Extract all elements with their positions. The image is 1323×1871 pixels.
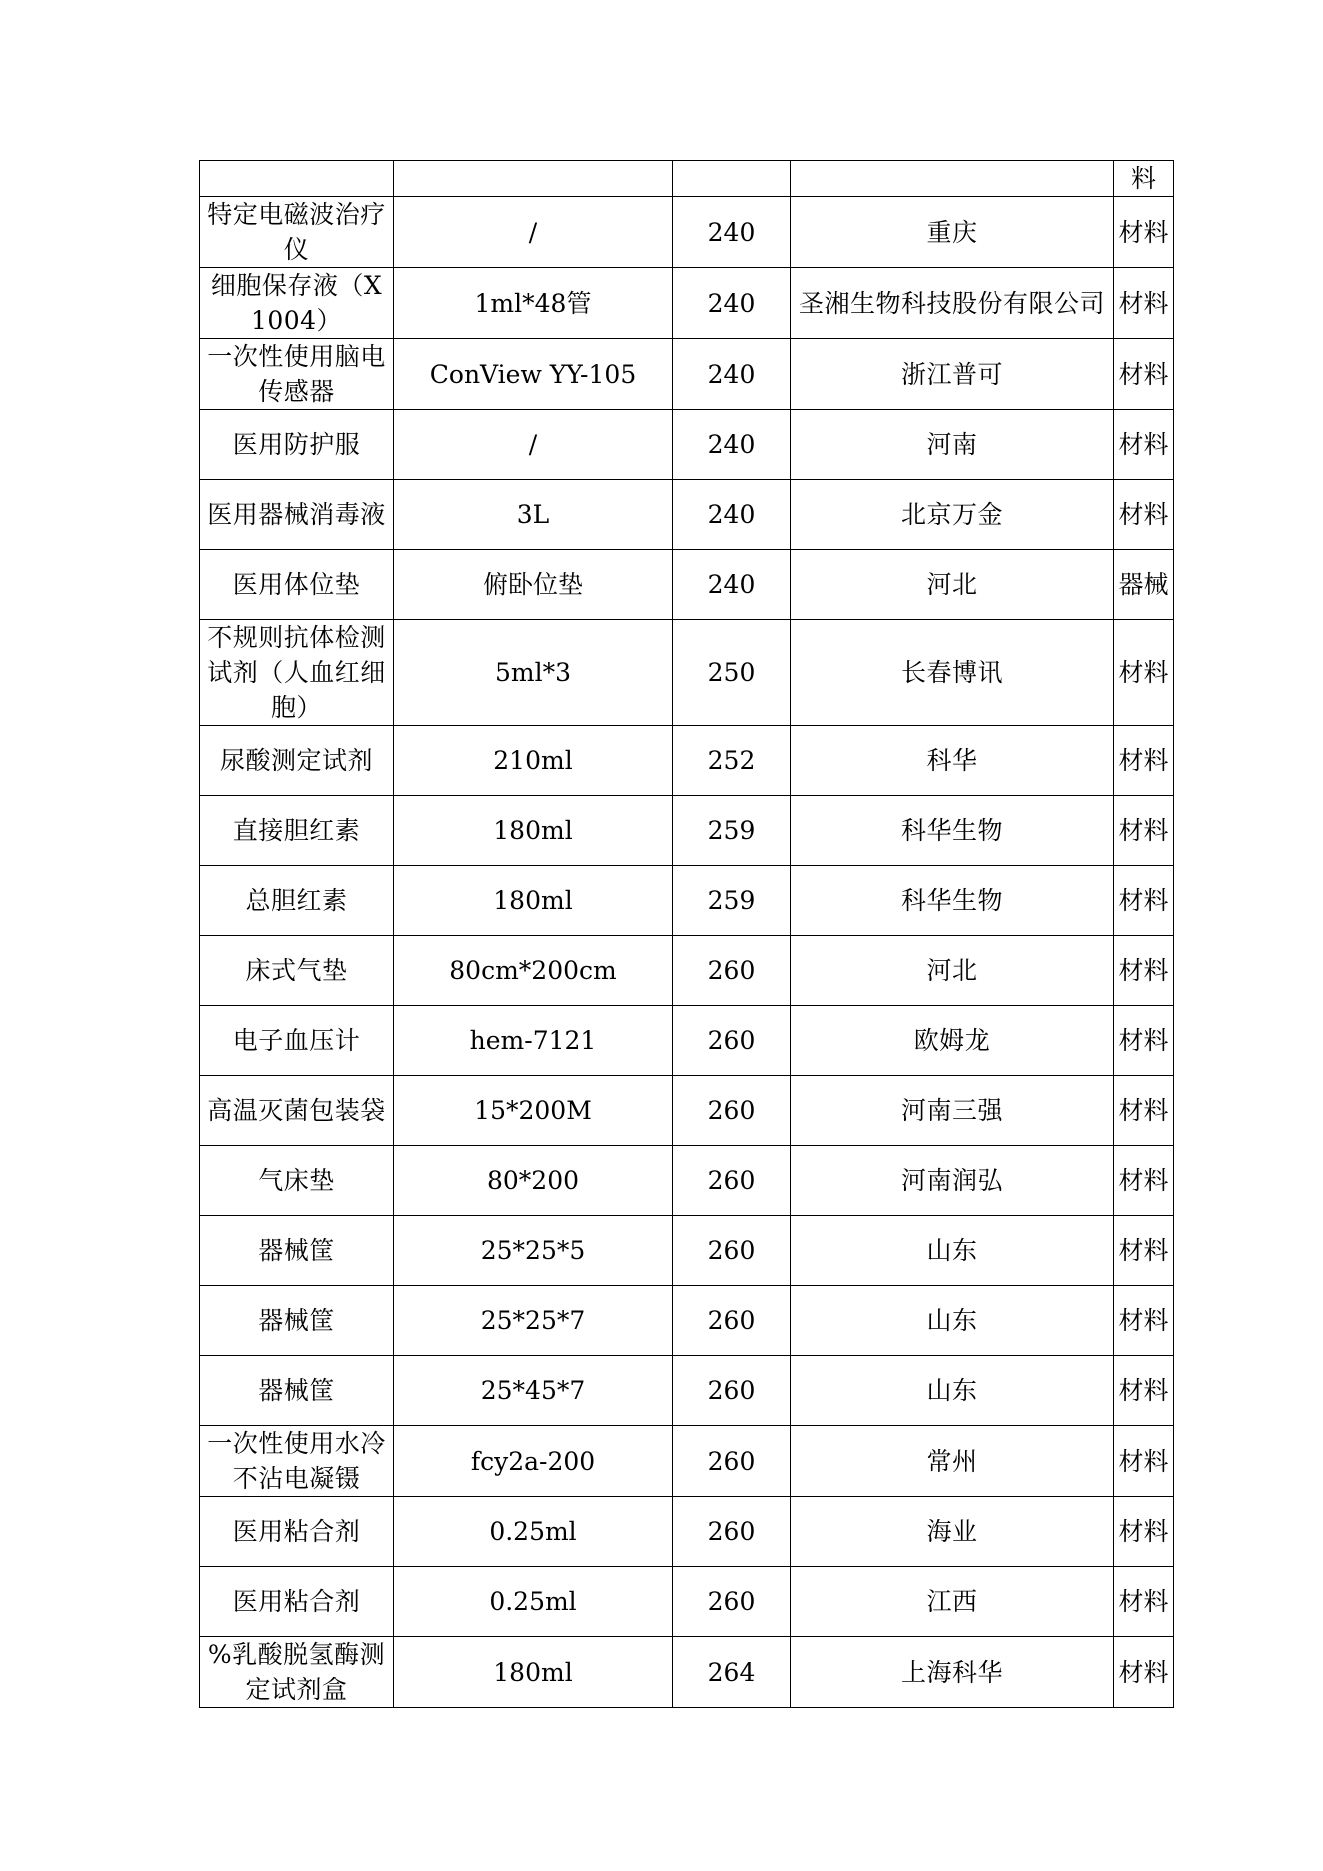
category-cell: 材料 (1114, 866, 1174, 936)
spec-cell: 25*25*5 (394, 1216, 673, 1286)
price-cell: 260 (673, 1426, 791, 1497)
price-cell: 260 (673, 1567, 791, 1637)
spec-cell: / (394, 410, 673, 480)
table-row (200, 197, 1174, 268)
price-cell: 240 (673, 339, 791, 410)
category-cell: 材料 (1114, 1146, 1174, 1216)
category-cell: 材料 (1114, 1567, 1174, 1637)
spec-cell: 25*25*7 (394, 1286, 673, 1356)
manufacturer-cell: 河南 (791, 410, 1114, 480)
spec-cell: 180ml (394, 796, 673, 866)
manufacturer-cell: 河北 (791, 936, 1114, 1006)
category-cell: 材料 (1114, 1426, 1174, 1497)
manufacturer-cell: 重庆 (791, 197, 1114, 268)
price-cell: 260 (673, 1006, 791, 1076)
manufacturer-cell: 河南润弘 (791, 1146, 1114, 1216)
manufacturer-cell (791, 161, 1114, 197)
spec-cell: / (394, 197, 673, 268)
spec-cell (394, 161, 673, 197)
product-name-cell: 器械筐 (200, 1356, 394, 1426)
table-row (200, 410, 1174, 480)
category-cell: 材料 (1114, 1497, 1174, 1567)
spec-cell: 0.25ml (394, 1567, 673, 1637)
product-name-cell: 不规则抗体检测试剂（人血红细胞） (200, 620, 394, 726)
table-row (200, 1356, 1174, 1426)
price-cell: 260 (673, 1286, 791, 1356)
price-cell: 260 (673, 1497, 791, 1567)
manufacturer-cell: 北京万金 (791, 480, 1114, 550)
table-row (200, 866, 1174, 936)
product-name-cell: 器械筐 (200, 1286, 394, 1356)
product-name-cell: 医用粘合剂 (200, 1567, 394, 1637)
manufacturer-cell: 科华生物 (791, 866, 1114, 936)
category-cell: 器械 (1114, 550, 1174, 620)
manufacturer-cell: 圣湘生物科技股份有限公司 (791, 268, 1114, 339)
price-cell: 260 (673, 1076, 791, 1146)
manufacturer-cell: 上海科华 (791, 1637, 1114, 1708)
manufacturer-cell: 河北 (791, 550, 1114, 620)
table-row (200, 1216, 1174, 1286)
product-name-cell: %乳酸脱氢酶测定试剂盒 (200, 1637, 394, 1708)
manufacturer-cell: 海业 (791, 1497, 1114, 1567)
table-row (200, 1006, 1174, 1076)
spec-cell: 3L (394, 480, 673, 550)
table-row (200, 268, 1174, 339)
manufacturer-cell: 科华 (791, 726, 1114, 796)
spec-cell: hem-7121 (394, 1006, 673, 1076)
manufacturer-cell: 常州 (791, 1426, 1114, 1497)
manufacturer-cell: 山东 (791, 1216, 1114, 1286)
price-cell (673, 161, 791, 197)
price-cell: 240 (673, 550, 791, 620)
spec-cell: 5ml*3 (394, 620, 673, 726)
product-name-cell: 高温灭菌包装袋 (200, 1076, 394, 1146)
category-cell: 材料 (1114, 1216, 1174, 1286)
category-cell: 材料 (1114, 1356, 1174, 1426)
table-row (200, 1497, 1174, 1567)
table-row (200, 480, 1174, 550)
spec-cell: 180ml (394, 866, 673, 936)
price-cell: 240 (673, 197, 791, 268)
product-name-cell: 医用防护服 (200, 410, 394, 480)
manufacturer-cell: 河南三强 (791, 1076, 1114, 1146)
price-cell: 250 (673, 620, 791, 726)
product-name-cell: 一次性使用脑电传感器 (200, 339, 394, 410)
table-row (200, 796, 1174, 866)
table-row (200, 1426, 1174, 1497)
product-name-cell: 医用体位垫 (200, 550, 394, 620)
price-cell: 252 (673, 726, 791, 796)
table-row (200, 1146, 1174, 1216)
price-cell: 259 (673, 796, 791, 866)
category-cell: 材料 (1114, 936, 1174, 1006)
category-cell: 材料 (1114, 339, 1174, 410)
table-row (200, 1076, 1174, 1146)
price-cell: 259 (673, 866, 791, 936)
price-cell: 260 (673, 1216, 791, 1286)
spec-cell: ConView YY-105 (394, 339, 673, 410)
category-cell: 材料 (1114, 480, 1174, 550)
table-row (200, 550, 1174, 620)
spec-cell: 1ml*48管 (394, 268, 673, 339)
manufacturer-cell: 山东 (791, 1356, 1114, 1426)
table-row (200, 1637, 1174, 1708)
manufacturer-cell: 科华生物 (791, 796, 1114, 866)
table-row (200, 1567, 1174, 1637)
product-name-cell: 细胞保存液（X1004） (200, 268, 394, 339)
product-name-cell: 医用器械消毒液 (200, 480, 394, 550)
manufacturer-cell: 长春博讯 (791, 620, 1114, 726)
category-cell: 材料 (1114, 197, 1174, 268)
product-name-cell: 电子血压计 (200, 1006, 394, 1076)
manufacturer-cell: 浙江普可 (791, 339, 1114, 410)
category-cell: 材料 (1114, 410, 1174, 480)
spec-cell: 210ml (394, 726, 673, 796)
spec-cell: 25*45*7 (394, 1356, 673, 1426)
product-name-cell: 一次性使用水冷不沾电凝镊 (200, 1426, 394, 1497)
category-cell: 材料 (1114, 268, 1174, 339)
price-cell: 260 (673, 1146, 791, 1216)
table-row (200, 339, 1174, 410)
product-name-cell: 床式气垫 (200, 936, 394, 1006)
category-cell: 材料 (1114, 1076, 1174, 1146)
table-row (200, 161, 1174, 197)
table-row (200, 1286, 1174, 1356)
price-cell: 240 (673, 410, 791, 480)
category-cell: 材料 (1114, 620, 1174, 726)
price-cell: 260 (673, 936, 791, 1006)
spec-cell: 15*200M (394, 1076, 673, 1146)
price-cell: 240 (673, 268, 791, 339)
product-name-cell: 尿酸测定试剂 (200, 726, 394, 796)
manufacturer-cell: 山东 (791, 1286, 1114, 1356)
product-name-cell: 器械筐 (200, 1216, 394, 1286)
price-cell: 260 (673, 1356, 791, 1426)
category-cell: 料 (1114, 161, 1174, 197)
product-name-cell: 医用粘合剂 (200, 1497, 394, 1567)
table-row (200, 726, 1174, 796)
spec-cell: 180ml (394, 1637, 673, 1708)
spec-cell: fcy2a-200 (394, 1426, 673, 1497)
product-price-table (199, 160, 1174, 1708)
spec-cell: 俯卧位垫 (394, 550, 673, 620)
manufacturer-cell: 江西 (791, 1567, 1114, 1637)
manufacturer-cell: 欧姆龙 (791, 1006, 1114, 1076)
table-body (200, 161, 1174, 1708)
spec-cell: 80*200 (394, 1146, 673, 1216)
category-cell: 材料 (1114, 796, 1174, 866)
spec-cell: 80cm*200cm (394, 936, 673, 1006)
price-cell: 264 (673, 1637, 791, 1708)
product-name-cell: 气床垫 (200, 1146, 394, 1216)
product-name-cell (200, 161, 394, 197)
spec-cell: 0.25ml (394, 1497, 673, 1567)
table-row (200, 620, 1174, 726)
price-cell: 240 (673, 480, 791, 550)
category-cell: 材料 (1114, 1286, 1174, 1356)
table-row (200, 936, 1174, 1006)
product-name-cell: 直接胆红素 (200, 796, 394, 866)
product-name-cell: 总胆红素 (200, 866, 394, 936)
product-name-cell: 特定电磁波治疗仪 (200, 197, 394, 268)
category-cell: 材料 (1114, 1006, 1174, 1076)
category-cell: 材料 (1114, 726, 1174, 796)
category-cell: 材料 (1114, 1637, 1174, 1708)
